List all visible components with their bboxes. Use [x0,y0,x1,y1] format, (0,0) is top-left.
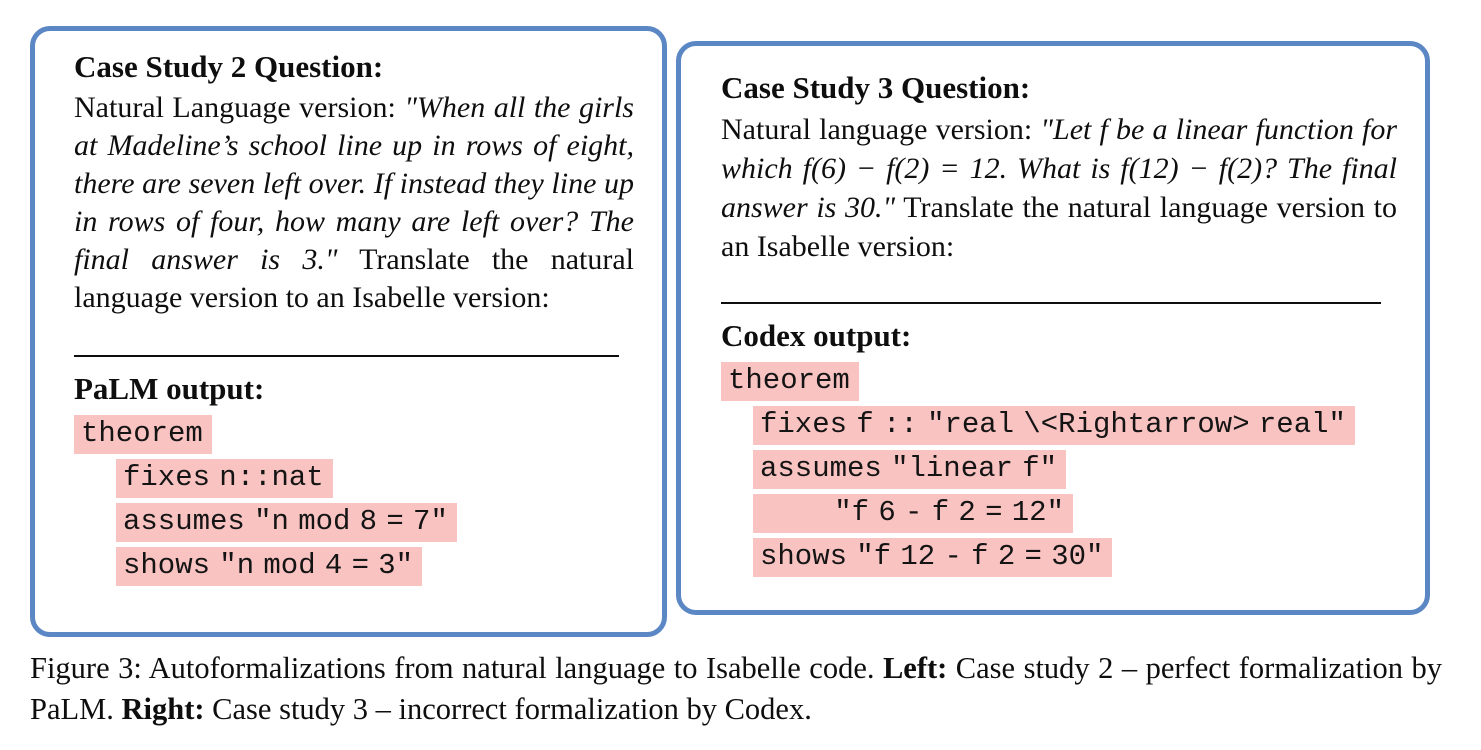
divider-line [74,355,619,357]
caption-left-label: Left: [882,651,948,685]
caption-text: Figure 3: Autoformalizations from natural language to Isabelle code. [30,651,883,685]
question-suffix: Translate the natural language version to an Isabelle version: [74,243,634,314]
question-quote: "When all the girls at Madeline’s school line up in rows of eight, there are seven left over. If instead they line up in rows of four, how many are left over? The final answer is 3." [74,91,634,276]
caption-text: Case study 2 – perfect formalization by PaLM. [30,651,1443,726]
highlighted-code: theorem [721,362,859,401]
question-quote: "Let f be a linear function for which f(6) − f(2) = 12. What is f(12) − f(2)? The final answer is 30." [721,113,1398,224]
case-study-3-heading: Case Study 3 Question: [721,70,1031,105]
codex-output-code [721,362,1397,577]
figure-caption [30,648,1442,730]
code-line [116,459,632,498]
code-line [74,415,632,454]
highlighted-code: shows "n mod 4 = 3" [116,547,422,586]
code-line [721,362,1397,401]
highlighted-code: assumes "linear f" [753,450,1066,489]
highlighted-code: fixes n::nat [116,459,333,498]
highlighted-code: assumes "n mod 8 = 7" [116,503,457,542]
highlighted-code: shows "f 12 - f 2 = 30" [753,538,1112,577]
case-study-2-panel [30,26,667,637]
codex-output-label: Codex output: [721,318,912,353]
code-line [116,503,632,542]
code-line [753,538,1397,577]
question-prefix: Natural language version: [721,113,1041,146]
code-line [753,406,1397,445]
case-study-3-panel [676,41,1430,615]
code-line [753,494,1397,533]
palm-output-label: PaLM output: [74,371,265,406]
highlighted-code: theorem [74,415,212,454]
highlighted-code: "f 6 - f 2 = 12" [753,494,1073,533]
divider-line [721,302,1381,304]
case-study-2-heading: Case Study 2 Question: [74,49,384,84]
highlighted-code: fixes f :: "real \<Rightarrow> real" [753,406,1355,445]
code-line [753,450,1397,489]
caption-text: Case study 3 – incorrect formalization by Codex. [204,692,812,726]
palm-output-code [74,415,632,586]
case-study-3-question [721,110,1397,266]
code-line [116,547,632,586]
question-prefix: Natural Language version: [74,91,405,124]
question-suffix: Translate the natural language version to an Isabelle version: [721,191,1397,263]
caption-right-label: Right: [121,692,205,726]
case-study-2-question [74,89,634,317]
